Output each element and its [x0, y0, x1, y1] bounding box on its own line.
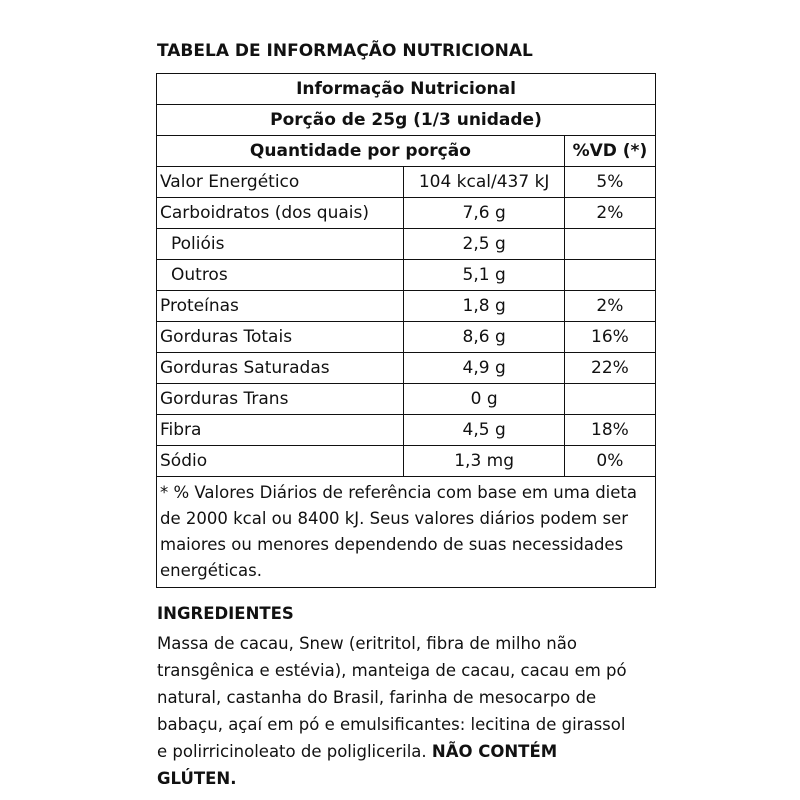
nutrient-quantity: 104 kcal/437 kJ: [404, 167, 564, 198]
column-header-vd: %VD (*): [564, 136, 655, 167]
nutrient-quantity: 4,5 g: [404, 415, 564, 446]
table-row: [157, 291, 656, 322]
footnote-row: [157, 477, 656, 588]
table-header-row: [157, 74, 656, 105]
ingredients-text: [157, 630, 627, 792]
nutrient-vd: 22%: [564, 353, 655, 384]
table-row: [157, 167, 656, 198]
nutrient-name: Fibra: [157, 415, 404, 446]
nutrient-vd: [564, 260, 655, 291]
nutrient-vd: [564, 384, 655, 415]
table-header: Informação Nutricional: [157, 74, 656, 105]
nutrient-vd: 18%: [564, 415, 655, 446]
document-title: TABELA DE INFORMAÇÃO NUTRICIONAL: [157, 41, 533, 61]
nutrient-name: Valor Energético: [157, 167, 404, 198]
nutrient-vd: [564, 229, 655, 260]
nutrient-quantity: 5,1 g: [404, 260, 564, 291]
nutrient-name: Polióis: [157, 229, 404, 260]
nutrient-vd: 16%: [564, 322, 655, 353]
nutrient-vd: 2%: [564, 198, 655, 229]
gluten-warning: NÃO CONTÉM GLÚTEN.: [157, 742, 558, 788]
nutrient-vd: 5%: [564, 167, 655, 198]
table-row: [157, 198, 656, 229]
nutrient-quantity: 4,9 g: [404, 353, 564, 384]
table-row: [157, 446, 656, 477]
nutrient-vd: 0%: [564, 446, 655, 477]
portion-row: [157, 105, 656, 136]
table-row: [157, 384, 656, 415]
nutrient-quantity: 0 g: [404, 384, 564, 415]
nutrient-quantity: 1,8 g: [404, 291, 564, 322]
footnote: * % Valores Diários de referência com base em uma dieta de 2000 kcal ou 8400 kJ. Seus valores diários podem ser maiores ou menores dependendo de suas necessidades energéticas.: [157, 477, 656, 588]
column-header-quantity: Quantidade por porção: [157, 136, 565, 167]
nutrient-quantity: 1,3 mg: [404, 446, 564, 477]
nutrient-name: Outros: [157, 260, 404, 291]
nutrient-name: Proteínas: [157, 291, 404, 322]
nutrient-name: Gorduras Saturadas: [157, 353, 404, 384]
nutrient-quantity: 8,6 g: [404, 322, 564, 353]
column-header-row: [157, 136, 656, 167]
nutrient-name: Carboidratos (dos quais): [157, 198, 404, 229]
ingredients-title: INGREDIENTES: [157, 604, 294, 623]
table-row: [157, 229, 656, 260]
table-row: [157, 415, 656, 446]
nutrient-name: Gorduras Trans: [157, 384, 404, 415]
nutrient-name: Sódio: [157, 446, 404, 477]
table-row: [157, 353, 656, 384]
nutrient-quantity: 7,6 g: [404, 198, 564, 229]
ingredients-list: Massa de cacau, Snew (eritritol, fibra de milho não transgênica e estévia), manteiga de cacau, cacau em pó natural, castanha do Brasil, farinha de mesocarpo de babaçu, açaí em pó e emulsificantes: lecitina de girassol e polirricinoleato de poliglicerila.: [157, 634, 627, 761]
table-row: [157, 322, 656, 353]
nutrient-quantity: 2,5 g: [404, 229, 564, 260]
nutrient-name: Gorduras Totais: [157, 322, 404, 353]
nutrient-vd: 2%: [564, 291, 655, 322]
nutrition-table: [156, 73, 656, 588]
portion-size: Porção de 25g (1/3 unidade): [157, 105, 656, 136]
table-row: [157, 260, 656, 291]
